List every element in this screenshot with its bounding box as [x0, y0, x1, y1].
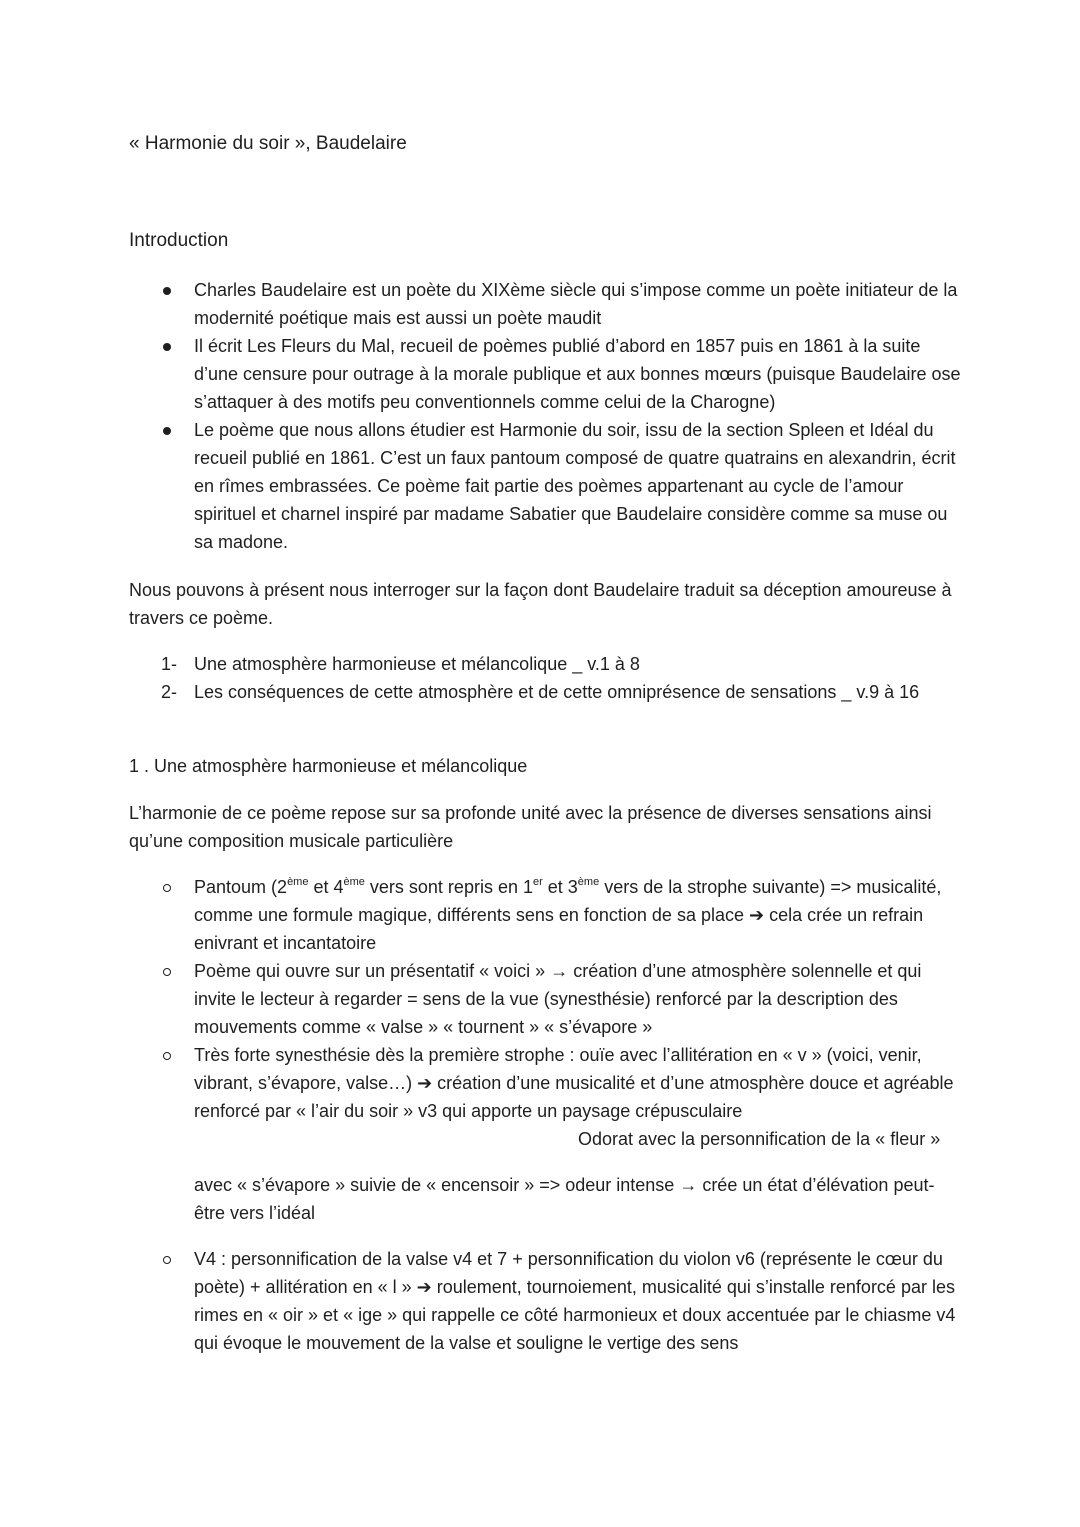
- list-item: [0, 957, 964, 1041]
- bullet-icon: [163, 427, 171, 435]
- list-item: [0, 332, 964, 416]
- list-item: [0, 650, 1080, 678]
- part1-bullet-list: [0, 873, 1080, 1125]
- odorat-continuation: avec « s’évapore » suivie de « encensoir » => odeur intense → crée un état d’élévation peut-être vers l’idéal: [194, 1175, 935, 1223]
- circle-bullet-icon: [163, 884, 171, 892]
- part1-heading: 1 . Une atmosphère harmonieuse et mélancolique: [129, 756, 528, 776]
- part1-bullet-list-2: [0, 1245, 1080, 1357]
- part1-bullet-text: Très forte synesthésie dès la première strophe : ouïe avec l’allitération en « v » (voici, venir, vibrant, s’évapore, valse…) ➔ création d’une musicalité et d’une atmosphère douce et agréable renforcé par « l’air du soir » v3 qui apporte un paysage crépusculaire: [194, 1045, 954, 1121]
- intro-bullet-text: Charles Baudelaire est un poète du XIXème siècle qui s’impose comme un poète initiateur de la modernité poétique mais est aussi un poète maudit: [194, 280, 958, 328]
- plan-list: [0, 650, 1080, 706]
- list-item: [0, 1041, 964, 1125]
- bullet-icon: [163, 287, 171, 295]
- plan-number: 1-: [161, 654, 178, 674]
- list-item: [0, 1245, 964, 1357]
- intro-heading: Introduction: [129, 230, 229, 251]
- list-item: [0, 276, 964, 332]
- circle-bullet-icon: [163, 1256, 171, 1264]
- intro-bullet-text: Il écrit Les Fleurs du Mal, recueil de poèmes publié d’abord en 1857 puis en 1861 à la suite d’une censure pour outrage à la morale publique et aux bonnes mœurs (puisque Baudelaire ose s’attaquer à des motifs peu conventionnels comme celui de la Charogne): [194, 336, 961, 412]
- part1-bullet-text: Poème qui ouvre sur un présentatif « voici » → création d’une atmosphère solennelle et qui invite le lecteur à regarder = sens de la vue (synesthésie) renforcé par la description des mouvements comme « valse » « tournent » « s’évapore »: [194, 961, 922, 1037]
- list-item: [0, 416, 964, 556]
- intro-bullet-text: Le poème que nous allons étudier est Harmonie du soir, issu de la section Spleen et Idéal du recueil publié en 1861. C’est un faux pantoum composé de quatre quatrains en alexandrin, écrit en rîmes embrassées. Ce poème fait partie des poèmes appartenant au cycle de l’amour spirituel et charnel inspiré par madame Sabatier que Baudelaire considère comme sa muse ou sa madone.: [194, 420, 956, 552]
- part1-bullet-text: Pantoum (2ème et 4ème vers sont repris en 1er et 3ème vers de la strophe suivante) => musicalité, comme une formule magique, différents sens en fonction de sa place ➔ cela crée un refrain enivrant et incantatoire: [194, 876, 942, 953]
- intro-bullet-list: [0, 276, 1080, 556]
- part1-intro: L’harmonie de ce poème repose sur sa profonde unité avec la présence de diverses sensations ainsi qu’une composition musicale particulière: [129, 803, 932, 851]
- odorat-line: Odorat avec la personnification de la « fleur »: [578, 1129, 941, 1149]
- circle-bullet-icon: [163, 1052, 171, 1060]
- plan-text: Une atmosphère harmonieuse et mélancolique _ v.1 à 8: [194, 654, 640, 674]
- list-item: [0, 873, 964, 957]
- bullet-icon: [163, 343, 171, 351]
- problematique: Nous pouvons à présent nous interroger sur la façon dont Baudelaire traduit sa déception amoureuse à travers ce poème.: [129, 580, 952, 628]
- page-title: « Harmonie du soir », Baudelaire: [129, 133, 407, 154]
- plan-number: 2-: [161, 682, 178, 702]
- part1-bullet-text: V4 : personnification de la valse v4 et 7 + personnification du violon v6 (représente le cœur du poète) + allitération en « l » ➔ roulement, tournoiement, musicalité qui s’installe renforcé par les rimes en « oir » et « ige » qui rappelle ce côté harmonieux et doux accentuée par le chiasme v4 qui évoque le mouvement de la valse et souligne le vertige des sens: [194, 1249, 956, 1353]
- plan-text: Les conséquences de cette atmosphère et de cette omniprésence de sensations _ v.9 à 16: [194, 682, 920, 702]
- list-item: [0, 678, 1080, 706]
- circle-bullet-icon: [163, 968, 171, 976]
